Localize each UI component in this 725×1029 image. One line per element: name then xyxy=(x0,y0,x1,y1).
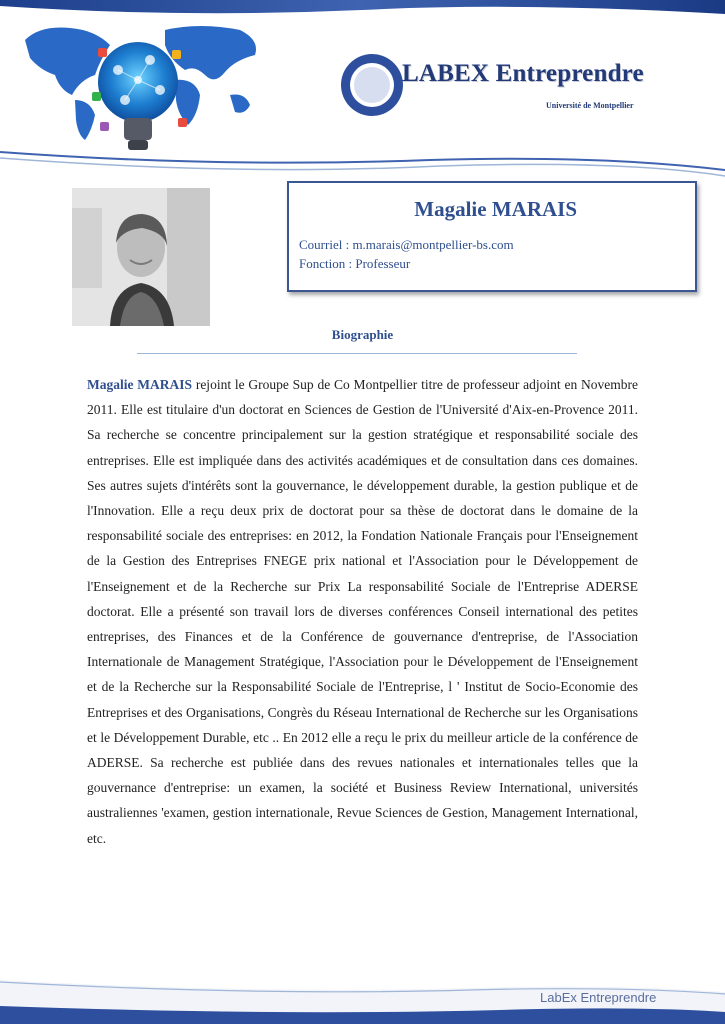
logo-subtitle: Université de Montpellier xyxy=(546,101,634,110)
email-label: Courriel : xyxy=(299,237,350,252)
biography-text xyxy=(87,372,638,851)
footer-label: LabEx Entreprendre xyxy=(540,990,657,1005)
biography-heading: Biographie xyxy=(331,327,394,342)
email-link[interactable]: m.marais@montpellier-bs.com xyxy=(352,237,514,252)
bio-body: rejoint le Groupe Sup de Co Montpellier titre de professeur adjoint en Novembre 2011. Elle est titulaire d'un doctorat en Sciences de Gestion de l'Université d'Aix-en-Provence 2011. Sa recherche se concentre principalement sur la gestion stratégique et responsabilité sociale des entreprises. Elle est impliquée dans des activités académiques et de consultation dans ces domaines. Ses autres sujets d'intérêts sont la gouvernance, le développement durable, la gestion publique et de l'Innovation. Elle a reçu deux prix de doctorat pour sa thèse de doctorat dans le domaine de la responsabilité sociale des entreprises: en 2012, la Fondation Nationale Français pour l'Enseignement de la Gestion des Entreprises FNEGE prix national et l'Association pour le Développement de l'Enseignement et de la Recherche sur Prix La responsabilité Sociale de l'Entreprise ADERSE doctorat. Elle a présenté son travail lors de diverses conférences Conseil international des petites entreprises, des Finances et de la Conférence de gouvernance d'entreprise, de l'Association Internationale de Management Stratégique, l'Association pour le Développement de l'Enseignement et de la Recherche sur la Responsabilité Sociale de l'Entreprise, l ' Institut de Socio-Economie des Entreprises et des Organisations, Congrès du Réseau International de Recherche sur les Organisations et le Développement Durable, etc .. En 2012 elle a reçu le prix du meilleur article de la conférence de ADERSE. Sa recherche est publiée dans des revues nationales et internationales telles que la gouvernance d'entreprise: un examen, la société et Business Review International, universités australiennes 'examen, gestion internationale, Revue Sciences de Gestion, Management International, etc. xyxy=(87,377,638,846)
profile-photo xyxy=(72,188,210,326)
email-line xyxy=(299,237,514,253)
person-photo-icon xyxy=(72,188,210,326)
role-line xyxy=(299,256,410,272)
logo-title: LABEX Entreprendre xyxy=(402,60,644,87)
role-value: Professeur xyxy=(355,256,411,271)
light-bulb-icon xyxy=(98,42,178,150)
bio-lead-name: Magalie MARAIS xyxy=(87,377,193,392)
section-divider xyxy=(137,353,577,354)
role-label: Fonction : xyxy=(299,256,353,271)
page-header xyxy=(0,0,725,180)
investissements-seal-icon xyxy=(341,54,403,116)
person-name: Magalie MARAIS xyxy=(414,197,577,221)
profile-card xyxy=(287,181,697,292)
header-graphic xyxy=(0,0,725,180)
